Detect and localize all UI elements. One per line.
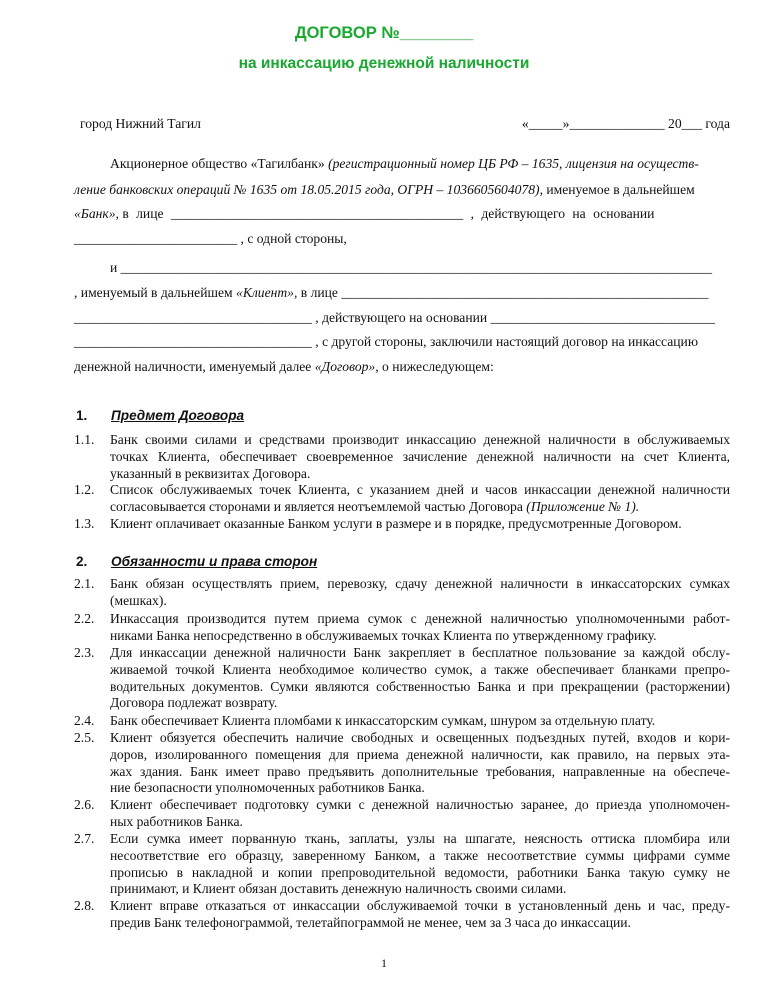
clause-text: Если сумка имеет порванную ткань, заплаты, узлы на шпагате, неясность оттиска пломбира или	[110, 831, 730, 846]
preamble-line-5: и _______________________________________________________________________________________	[110, 260, 713, 275]
clause-number: 1.3.	[74, 516, 95, 531]
clause-text: никами Банка непосредственно в обслуживаемых точках Клиента по утвержденному графику.	[110, 627, 657, 643]
preamble-line-2	[74, 182, 695, 198]
client-alias: «Клиент»,	[236, 285, 298, 300]
section-1-heading	[76, 408, 676, 426]
preamble-text: о нижеследующем:	[382, 359, 494, 374]
clause-number: 2.1.	[74, 576, 95, 591]
clause-text: Банк своими силами и средствами производит инкассацию денежной наличности в обслуживаемых	[110, 432, 730, 447]
document-subtitle: на инкассацию денежной наличности	[238, 55, 530, 72]
preamble-line-8: ___________________________________ , с другой стороны, заключили настоящий договор на инкассацию	[74, 334, 698, 349]
clause-number: 2.6.	[74, 797, 95, 812]
preamble-text: , именуемый в дальнейшем	[74, 285, 233, 300]
clause-text: живаемой точкой Клиента необходимое количество сумок, а также обеспечивает бланками препро-	[110, 661, 730, 677]
clause-text: водительных документов. Сумки являются собственностью Банка и при прекращении (расторжении)	[110, 678, 730, 694]
clause-number: 1.1.	[74, 432, 95, 447]
section-number: 1.	[76, 408, 88, 423]
clause-text: (мешках).	[110, 592, 167, 608]
clause-text: ных работников Банка.	[110, 813, 243, 829]
clause-text: Клиент обязуется обеспечить наличие свободных и освещенных подъездных путей, входов и кори-	[110, 730, 730, 745]
clause-text: Банк обеспечивает Клиента пломбами к инкассаторским сумкам, шнуром за отдельную плату.	[110, 713, 656, 728]
bank-representative: в лице ___________________________________________ , действующего на основании	[122, 206, 655, 221]
clause-text: Список обслуживаемых точек Клиента, с указанием дней и часов инкассации денежной наличности	[110, 482, 730, 497]
bank-name: Акционерное общество «Тагилбанк»	[110, 156, 325, 171]
city-label: город Нижний Тагил	[80, 116, 201, 131]
clause-number: 2.7.	[74, 831, 95, 846]
appendix-reference: (Приложение № 1).	[526, 498, 640, 514]
clause-number: 2.4.	[74, 713, 95, 728]
clause-text: прописью в накладной и копии препроводительной ведомости, работники Банка такую сумку не	[110, 864, 730, 880]
preamble-line-7: ___________________________________ , действующего на основании _________________________________	[74, 310, 715, 325]
clause-text: принимают, и Клиент обязан доставить денежную наличность своими силами.	[110, 881, 567, 897]
section-title: Обязанности и права сторон	[111, 554, 318, 569]
preamble-line-4: ________________________ , с одной стороны,	[74, 231, 347, 246]
section-title: Предмет Договора	[111, 408, 245, 423]
client-representative: в лице ______________________________________________________	[300, 285, 709, 300]
clause-text: доров, изолированного помещения для приема денежной наличности, как правило, на первых эта-	[110, 746, 730, 762]
clause-text: несоответствие его образцу, заверенному Банком, а также несоответствие суммы цифрами сумме	[110, 847, 730, 863]
bank-registration: (регистрационный номер ЦБ РФ – 1635, лицензия на осуществ-	[328, 156, 699, 171]
clause-text: Клиент вправе отказаться от инкассации обслуживаемой точки в установленный день и час, преду-	[110, 898, 730, 913]
clause-text: жах здания. Банк имеет право предъявить дополнительные требования, направленные на обеспече-	[110, 763, 730, 779]
clause-text: Инкассация производится путем приема сумок с денежной наличностью уполномоченными работ-	[110, 611, 730, 626]
contract-date: «_____»______________ 20___ года	[521, 116, 730, 131]
clause-text: предив Банк телефонограммой, телетайпограммой не менее, чем за 3 часа до инкассации.	[110, 914, 631, 930]
clause-number: 1.2.	[74, 482, 95, 497]
preamble-text: именуемое в дальнейшем	[546, 182, 695, 197]
section-number: 2.	[76, 554, 88, 569]
preamble-line-1	[110, 156, 730, 172]
clause-number: 2.2.	[74, 611, 95, 626]
clause-number: 2.5.	[74, 730, 95, 745]
clause-text: точках Клиента, обеспечивает своевременное зачисление денежной наличности на счет Клиента,	[110, 448, 730, 464]
clause-text: согласовывается сторонами и является неотъемлемой частью Договора	[110, 498, 523, 514]
clause-text: Банк обязан осуществлять прием, перевозку, сдачу денежной наличности в инкассаторских сумках	[110, 576, 730, 591]
clause-text-line	[110, 499, 730, 516]
preamble-line-6	[74, 285, 708, 301]
preamble-line-3	[74, 206, 654, 222]
contract-alias: «Договор»,	[314, 359, 379, 374]
clause-number: 2.3.	[74, 645, 95, 660]
section-2-heading	[76, 554, 676, 572]
preamble-line-9	[74, 359, 494, 375]
clause-text: Клиент оплачивает оказанные Банком услуги в размере и в порядке, предусмотренные Договором.	[110, 516, 682, 531]
bank-license: ление банковских операций № 1635 от 18.05.2015 года, ОГРН – 1036605604078),	[74, 182, 543, 197]
clause-text: ние безопасности уполномоченных работников Банка.	[110, 780, 425, 796]
document-title: ДОГОВОР №________	[294, 24, 474, 42]
preamble-text: денежной наличности, именуемый далее	[74, 359, 312, 374]
bank-alias: «Банк»,	[74, 206, 119, 221]
page-number: 1	[381, 956, 387, 970]
clause-number: 2.8.	[74, 898, 95, 913]
clause-text: Для инкассации денежной наличности Банк закрепляет в бесплатное пользование за каждой обслу-	[110, 645, 730, 660]
clause-text: указанный в реквизитах Договора.	[110, 465, 311, 481]
clause-text: Клиент обеспечивает подготовку сумки с денежной наличностью заранее, до приезда уполномочен-	[110, 797, 730, 812]
clause-text: Договора подлежат возврату.	[110, 695, 278, 711]
